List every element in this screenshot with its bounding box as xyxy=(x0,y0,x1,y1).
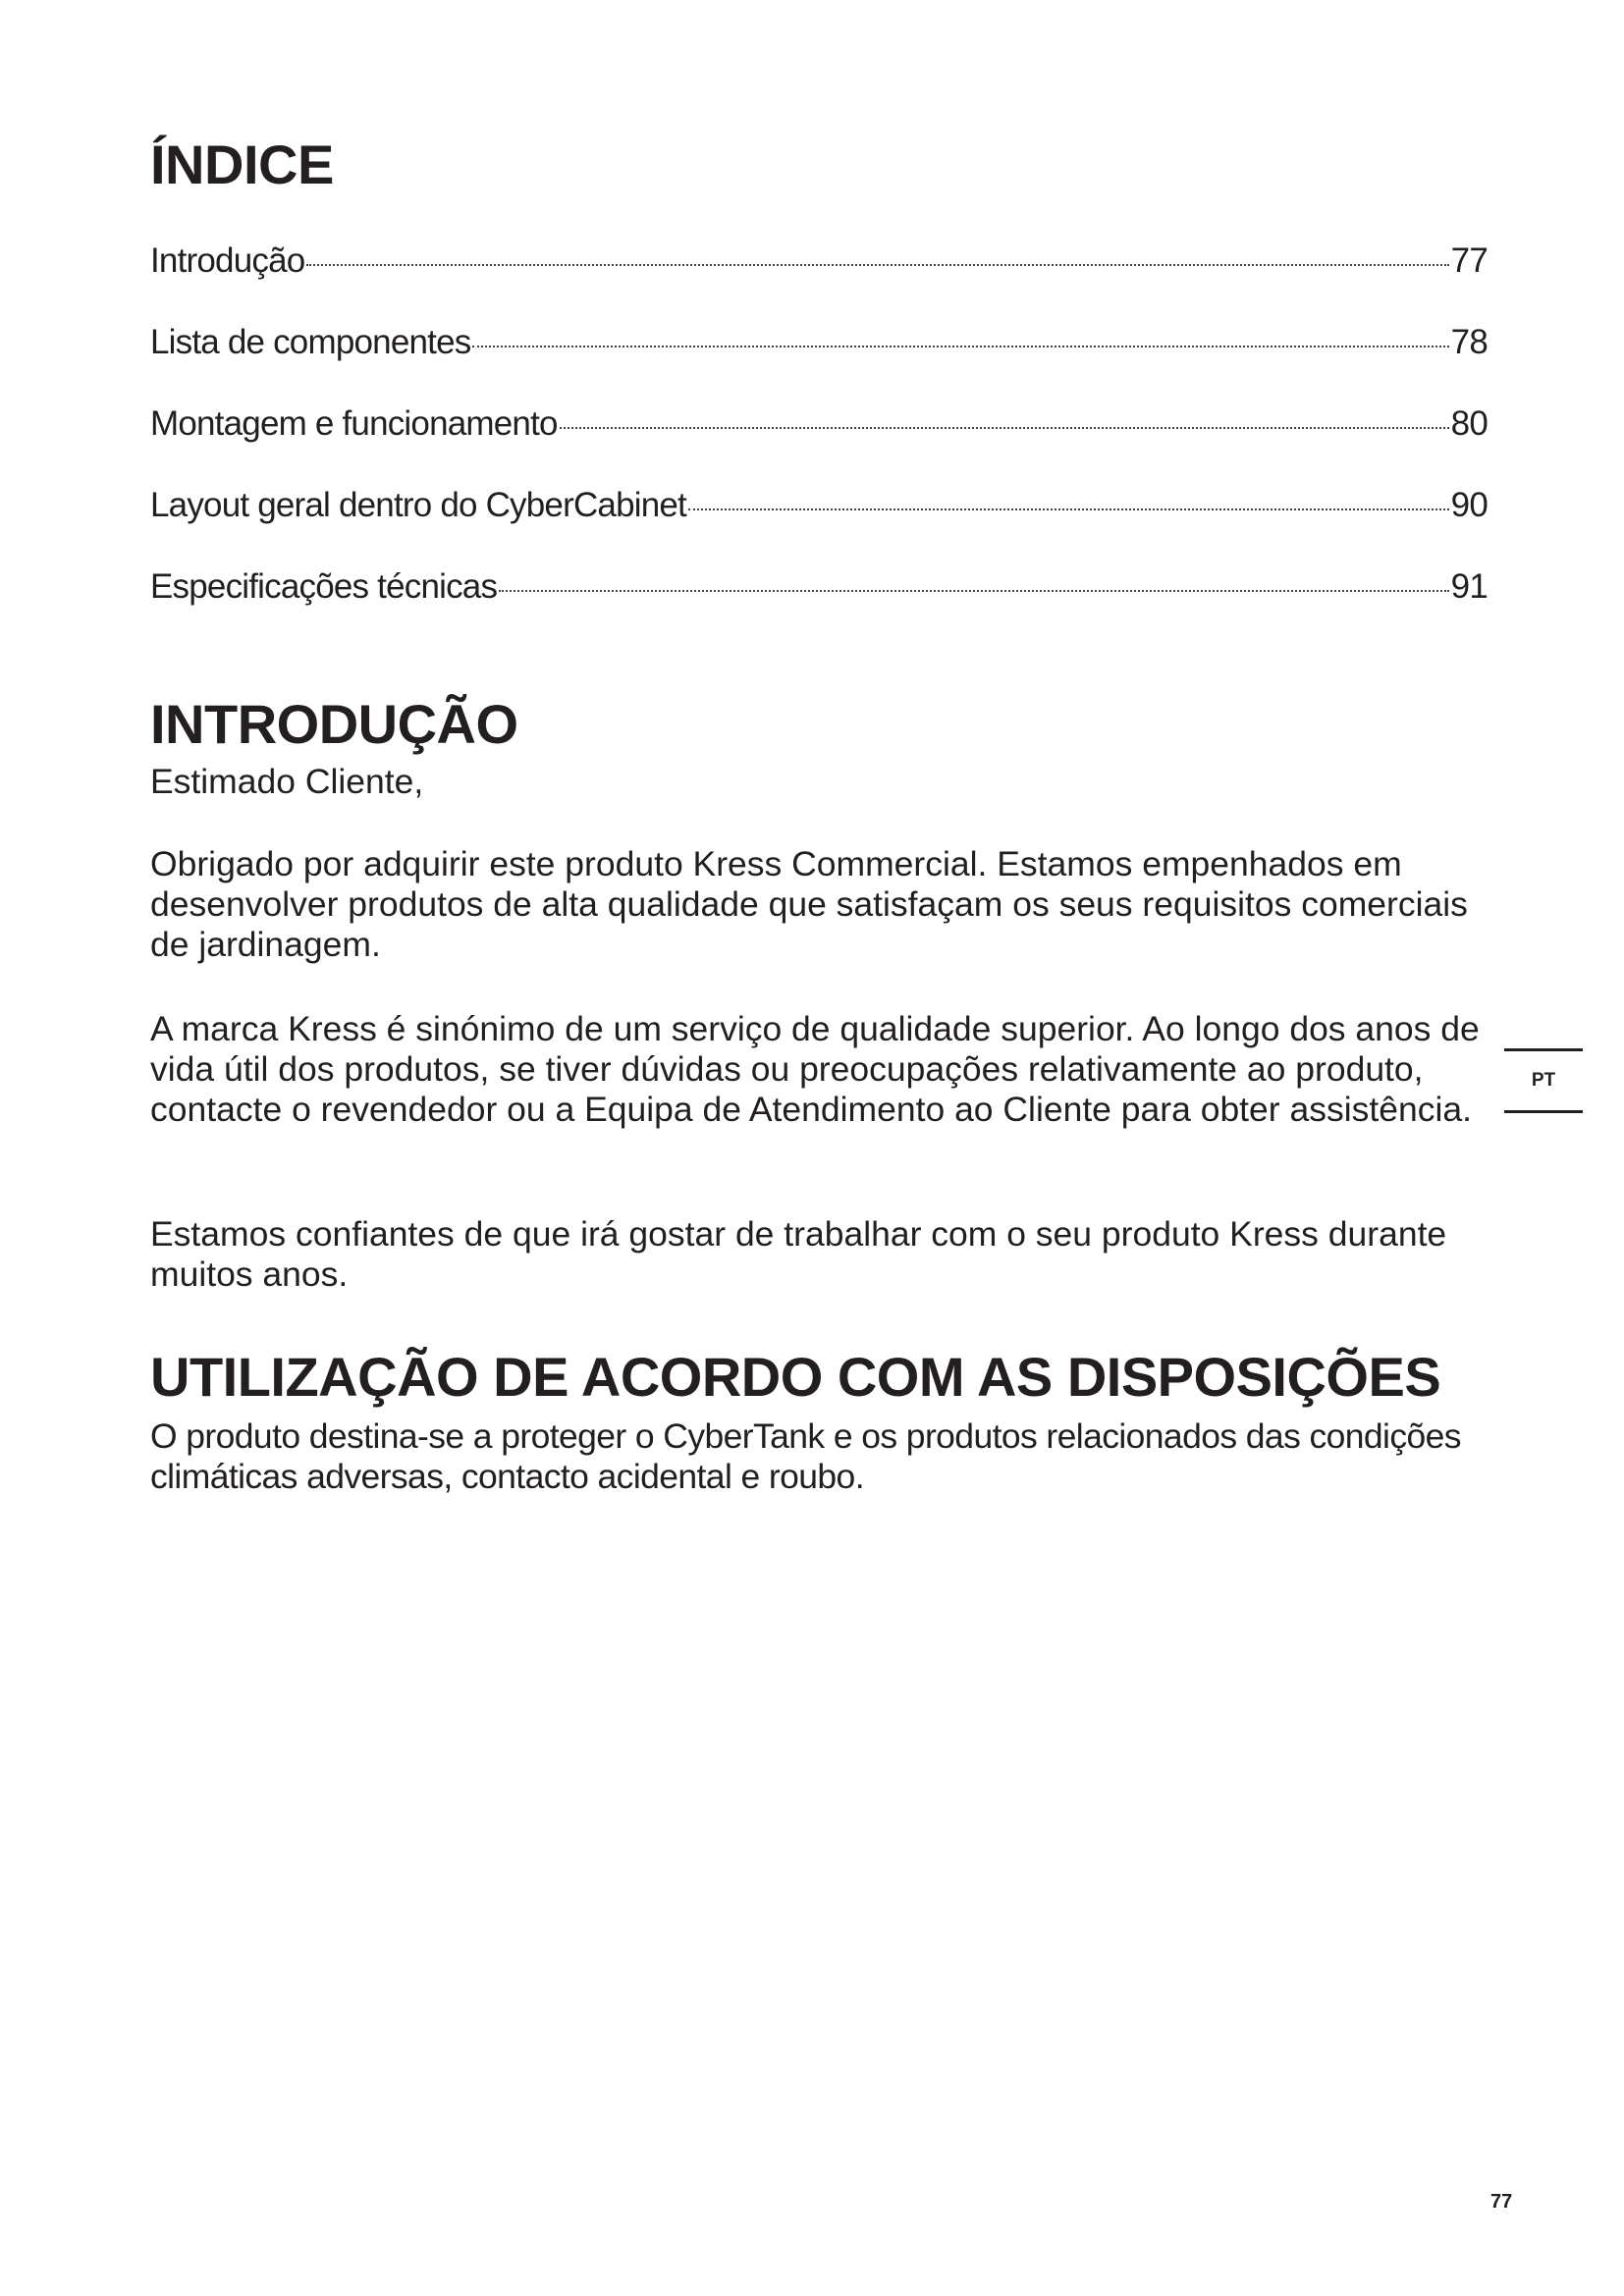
intended-use-heading: UTILIZAÇÃO DE ACORDO COM AS DISPOSIÇÕES xyxy=(150,1346,1441,1408)
toc-entry[interactable] xyxy=(150,323,1488,404)
intro-paragraph: Obrigado por adquirir este produto Kress Commercial. Estamos empenhados em desenvolver produtos de alta qualidade que satisfaçam os seus requisitos comerciais de jardinagem. xyxy=(150,844,1468,964)
toc-entry[interactable] xyxy=(150,486,1488,567)
intro-paragraph: A marca Kress é sinónimo de um serviço de qualidade superior. Ao longo dos anos de vida útil dos produtos, se tiver dúvidas ou preocupações relativamente ao produto, contacte o revendedor ou a Equipa de Atendimento ao Cliente para obter assistência. xyxy=(150,1009,1480,1129)
toc-entry-title: Montagem e funcionamento xyxy=(150,404,558,443)
toc-leader-dots xyxy=(306,264,1448,266)
toc-entry-title: Lista de componentes xyxy=(150,323,471,361)
toc-leader-dots xyxy=(688,508,1449,510)
table-of-contents xyxy=(150,241,1488,649)
toc-entry[interactable] xyxy=(150,567,1488,649)
page-number: 77 xyxy=(1490,2191,1513,2213)
toc-entry-page: 78 xyxy=(1450,323,1488,361)
toc-entry-page: 77 xyxy=(1450,241,1488,280)
index-heading: ÍNDICE xyxy=(150,133,334,195)
intro-paragraph: Estamos confiantes de que irá gostar de trabalhar com o seu produto Kress durante muitos anos. xyxy=(150,1214,1447,1294)
toc-entry[interactable] xyxy=(150,404,1488,486)
toc-entry-page: 91 xyxy=(1450,567,1488,606)
toc-leader-dots xyxy=(472,346,1448,347)
intended-use-text: O produto destina-se a proteger o CyberTank e os produtos relacionados das condições climáticas adversas, contacto acidental e roubo. xyxy=(150,1416,1461,1496)
toc-entry-title: Introdução xyxy=(150,241,305,280)
toc-entry-title: Especificações técnicas xyxy=(150,567,498,606)
toc-leader-dots xyxy=(499,590,1448,592)
toc-entry[interactable] xyxy=(150,241,1488,323)
toc-leader-dots xyxy=(560,427,1449,429)
language-tab: PT xyxy=(1504,1048,1583,1113)
introduction-heading: INTRODUÇÃO xyxy=(150,693,518,755)
toc-entry-title: Layout geral dentro do CyberCabinet xyxy=(150,486,686,524)
toc-entry-page: 90 xyxy=(1450,486,1488,524)
greeting-text: Estimado Cliente, xyxy=(150,762,424,801)
toc-entry-page: 80 xyxy=(1450,404,1488,443)
